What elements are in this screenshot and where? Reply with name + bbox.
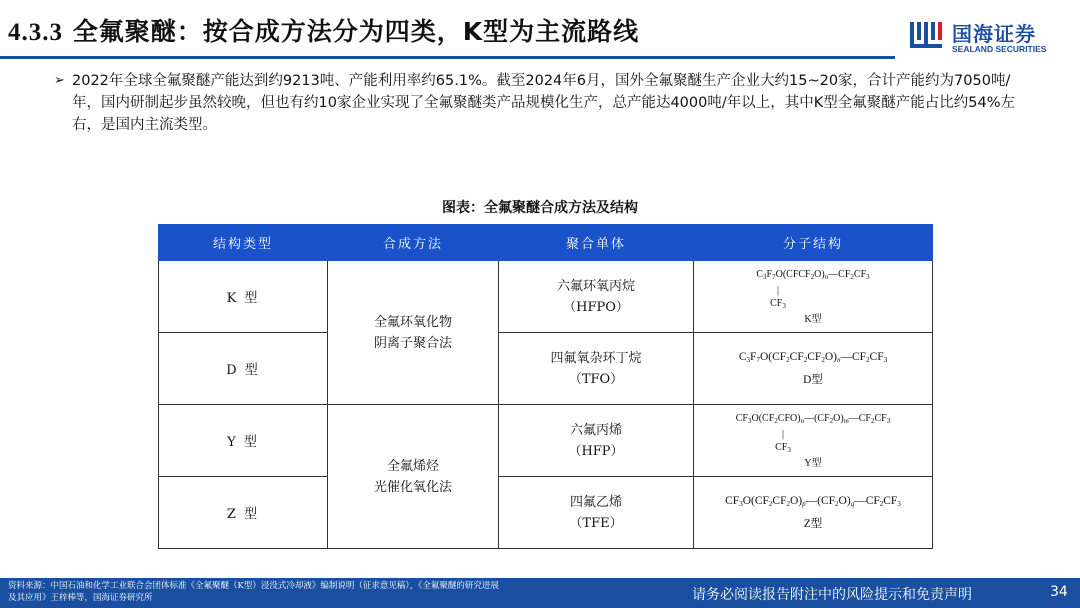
structure-cell	[694, 405, 933, 477]
source-line: 资料来源：中国石油和化学工业联合会团体标准《全氟聚醚（K型）浸没式冷却液》编制说明（征求意见稿），《全氟聚醚的研究进展	[8, 581, 499, 591]
method-line: 阴离子聚合法	[373, 335, 452, 351]
summary-text: 2022年全球全氟聚醚产能达到约9213吨、产能利用率约65.1%。截至2024年6月，国外全氟聚醚生产企业大约15~20家，合计产能约为7050吨/年，国内研制起步虽然较晚，但也有约10家企业实现了全氟聚醚类产品规模化生产，总产能达4000吨/年以上，其中K型全氟聚醚产能占比约54%左右，是国内主流类型。	[72, 73, 1015, 133]
structure-type-cell: D 型	[159, 333, 328, 405]
source-note	[8, 580, 688, 604]
table-row	[159, 405, 933, 477]
monomer-cell	[499, 477, 694, 549]
disclaimer-text: 请务必阅读报告附注中的风险提示和免责声明	[692, 587, 972, 603]
monomer-code: （HFP）	[568, 443, 624, 459]
structure-cell	[694, 477, 933, 549]
monomer-name: 四氟氧杂环丁烷	[550, 350, 642, 366]
column-header: 合成方法	[328, 225, 499, 261]
structure-cell	[694, 261, 933, 333]
d-type-formula: $C_3F_7O(CF_2CF_2CF_2O)_n—CF_2CF_3$ D型	[694, 347, 932, 390]
monomer-code: （HFPO）	[563, 299, 629, 315]
method-line: 全氟烯烃	[386, 458, 439, 474]
company-logo	[908, 14, 1068, 60]
formula-label: Y型	[804, 457, 822, 469]
monomer-name: 六氟环氧丙烷	[556, 278, 635, 294]
sealand-logo-icon	[908, 18, 944, 54]
monomer-name: 四氟乙烯	[569, 494, 622, 510]
section-number: 4.3.3	[8, 19, 63, 46]
bullet-arrow-icon: ➢	[54, 73, 65, 88]
slide-header	[0, 0, 1080, 60]
structure-cell	[694, 333, 933, 405]
header-rule	[0, 56, 895, 59]
monomer-code: （TFO）	[568, 371, 624, 387]
table-row	[159, 333, 933, 405]
slide-footer	[0, 578, 1080, 608]
monomer-cell	[499, 333, 694, 405]
table-row	[159, 477, 933, 549]
column-header: 分子结构	[694, 225, 933, 261]
method-line: 全氟环氧化物	[373, 314, 452, 330]
title-text: 全氟聚醚：按合成方法分为四类，K型为主流路线	[72, 17, 640, 46]
structure-type-cell: K 型	[159, 261, 328, 333]
z-type-formula: $CF_3O(CF_2CF_2O)_p—(CF_2O)_q—CF_2CF_3$ Z型	[694, 491, 932, 534]
source-line: 及其应用》王梓棒等，国海证券研究所	[8, 593, 153, 603]
structure-type-cell: Z 型	[159, 477, 328, 549]
monomer-name: 六氟丙烯	[569, 422, 622, 438]
page-title	[8, 12, 639, 48]
logo-chinese-name: 国海证券	[952, 22, 1036, 46]
y-type-formula: $CF_3O(CF_2CFO)_n—(CF_2O)_m—CF_2CF_3$ | $CF_3$ Y型	[694, 412, 932, 470]
column-header: 聚合单体	[499, 225, 694, 261]
figure-caption: 图表：全氟聚醚合成方法及结构	[442, 200, 638, 216]
column-header: 结构类型	[159, 225, 328, 261]
method-cell	[328, 405, 499, 549]
k-type-formula: $C_3F_7O(CFCF_2O)_n—CF_2CF_3$ | $CF_3$ K型	[694, 268, 932, 326]
monomer-code: （TFE）	[569, 515, 623, 531]
method-cell	[328, 261, 499, 405]
table-header-row	[159, 225, 933, 261]
page-number: 34	[1050, 584, 1068, 600]
formula-label: K型	[804, 313, 822, 325]
table-row	[159, 261, 933, 333]
synthesis-table	[158, 224, 933, 549]
formula-label: Z型	[803, 518, 823, 530]
logo-english-name: SEALAND SECURITIES	[952, 44, 1047, 54]
formula-label: D型	[803, 374, 823, 386]
method-line: 光催化氧化法	[373, 479, 452, 495]
structure-type-cell: Y 型	[159, 405, 328, 477]
